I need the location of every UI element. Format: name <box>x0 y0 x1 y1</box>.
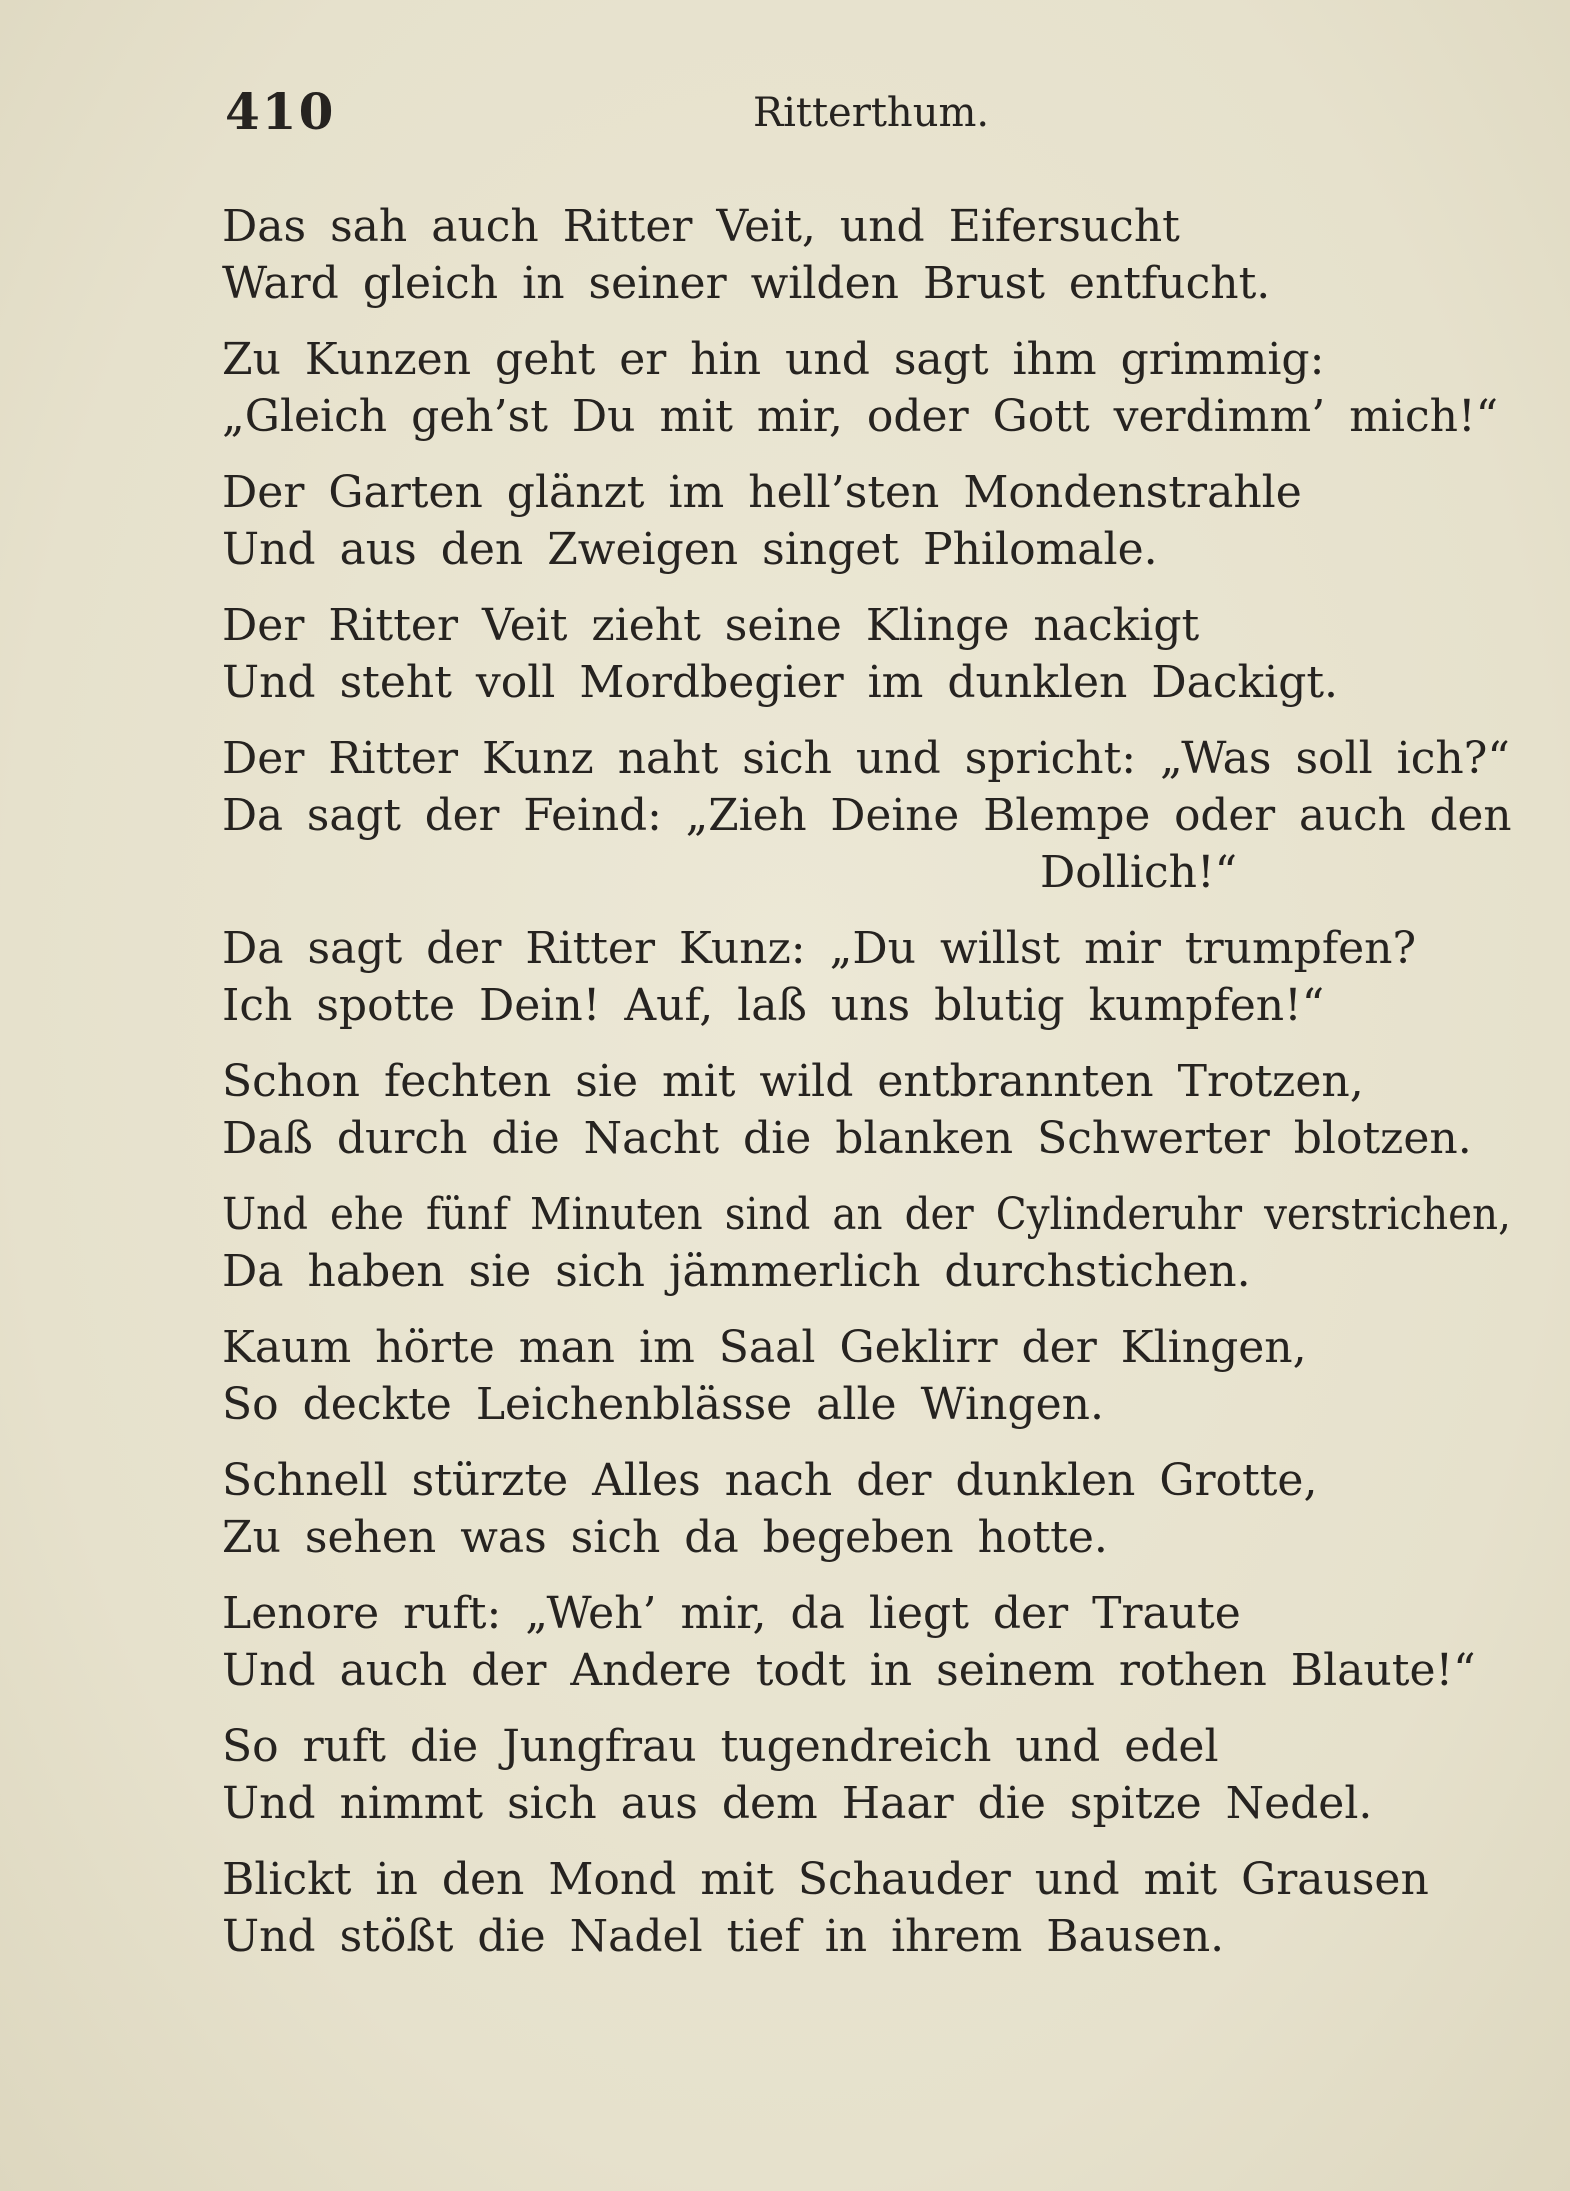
stanza <box>222 1452 1502 1566</box>
verse-line: So deckte Leichenblässe alle Wingen. <box>222 1379 1104 1430</box>
verse-line: Und steht voll Mordbegier im dunklen Dackigt. <box>222 657 1339 708</box>
verse-line: Zu sehen was sich da begeben hotte. <box>222 1512 1108 1563</box>
verse-line: Der Ritter Kunz naht sich und spricht: „Was soll ich?“ <box>222 733 1510 784</box>
stanza <box>222 464 1502 578</box>
running-head <box>225 82 990 142</box>
stanza <box>222 597 1502 711</box>
stanza <box>222 1718 1502 1832</box>
verse-line: Lenore ruft: „Weh’ mir, da liegt der Traute <box>222 1588 1241 1639</box>
verse-line-continuation: Dollich!“ <box>1040 847 1238 898</box>
stanza <box>222 730 1512 901</box>
stanza <box>222 1053 1502 1167</box>
verse-line: Ward gleich in seiner wilden Brust entfucht. <box>222 258 1271 309</box>
verse-line: So ruft die Jungfrau tugendreich und edel <box>222 1721 1219 1772</box>
stanza <box>222 1851 1502 1965</box>
verse-line: Und ehe fünf Minuten sind an der Cylinderuhr verstrichen, <box>222 1189 1511 1240</box>
verse-line: Da haben sie sich jämmerlich durchstichen. <box>222 1246 1251 1297</box>
running-title: Ritterthum. <box>753 90 990 136</box>
stanza <box>222 331 1502 445</box>
verse-line: Der Ritter Veit zieht seine Klinge nackigt <box>222 600 1200 651</box>
verse-line: Ich spotte Dein! Auf, laß uns blutig kumpfen!“ <box>222 980 1325 1031</box>
stanza <box>222 1585 1502 1699</box>
verse-line: Schnell stürzte Alles nach der dunklen Grotte, <box>222 1455 1318 1506</box>
verse-line: Da sagt der Feind: „Zieh Deine Blempe oder auch den <box>222 790 1512 841</box>
poem <box>222 198 1512 1984</box>
verse-line: Kaum hörte man im Saal Geklirr der Klingen, <box>222 1322 1307 1373</box>
verse-line: Und nimmt sich aus dem Haar die spitze Nedel. <box>222 1778 1373 1829</box>
verse-line: Der Garten glänzt im hell’sten Mondenstrahle <box>222 467 1302 518</box>
verse-line: Und auch der Andere todt in seinem rothen Blaute!“ <box>222 1645 1476 1696</box>
stanza <box>222 920 1502 1034</box>
verse-line: Das sah auch Ritter Veit, und Eifersucht <box>222 201 1180 252</box>
verse-line: Blickt in den Mond mit Schauder und mit Grausen <box>222 1854 1429 1905</box>
verse-line: Daß durch die Nacht die blanken Schwerter blotzen. <box>222 1113 1472 1164</box>
stanza <box>222 1319 1502 1433</box>
verse-line: Zu Kunzen geht er hin und sagt ihm grimmig: <box>222 334 1325 385</box>
verse-line: Und stößt die Nadel tief in ihrem Bausen. <box>222 1911 1225 1962</box>
verse-line: Und aus den Zweigen singet Philomale. <box>222 524 1158 575</box>
verse-line: „Gleich geh’st Du mit mir, oder Gott verdimm’ mich!“ <box>222 391 1499 442</box>
verse-line: Schon fechten sie mit wild entbrannten Trotzen, <box>222 1056 1364 1107</box>
stanza <box>222 198 1502 312</box>
verse-line: Da sagt der Ritter Kunz: „Du willst mir trumpfen? <box>222 923 1417 974</box>
stanza <box>222 1186 1511 1300</box>
page-number: 410 <box>225 82 336 141</box>
